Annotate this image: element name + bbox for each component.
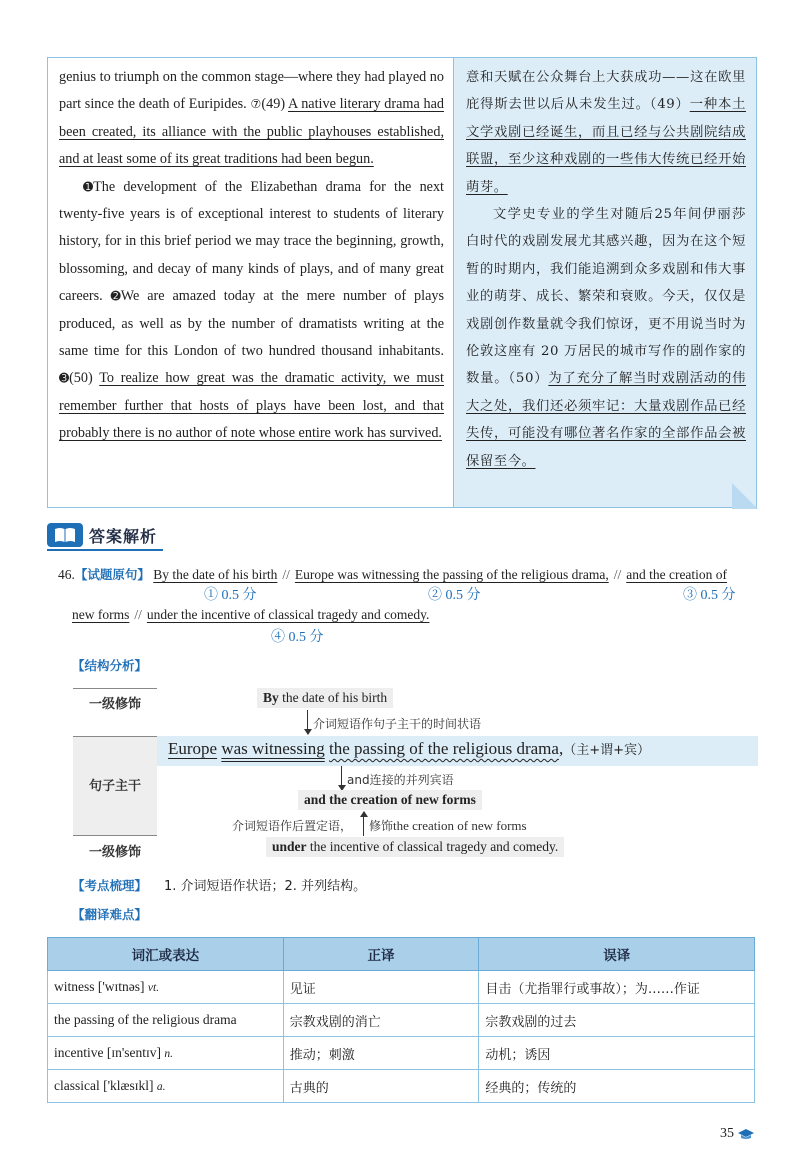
translation-50: 为了充分了解当时戏剧活动的伟大之处，我们还必须牢记：大量戏剧作品已经失传，可能没有哪位著名作家的全部作品会被保留至今。 <box>466 371 747 469</box>
table-row <box>48 971 755 1004</box>
correct-cell: 推动；刺激 <box>283 1037 479 1070</box>
segment-4: under the incentive of classical tragedy and comedy. <box>146 607 430 622</box>
score-3: ③ 0.5 分 <box>683 588 736 603</box>
postmodifier-target-note: 修饰the creation of new forms <box>369 818 527 833</box>
english-passage <box>59 64 444 448</box>
wrong-cell: 动机；诱因 <box>479 1037 755 1070</box>
translation-49: 一种本土文学戏剧已经诞生，而且已经与公共剧院结成联盟，至少这种戏剧的一些伟大传统已经开始萌芽。 <box>466 97 746 195</box>
table-header-row <box>48 938 755 971</box>
correct-cell: 见证 <box>283 971 479 1004</box>
segment-2: Europe was witnessing the passing of the religious drama, <box>294 567 609 582</box>
original-sentence-tag: 【试题原句】 <box>74 567 150 582</box>
down-arrow-1 <box>307 710 308 734</box>
score-4: ④ 0.5 分 <box>271 630 324 645</box>
chinese-paragraph-1: 意和天赋在公众舞台上大获成功——这在欧里庇得斯去世以后从未发生过。（49）一种本土文学戏剧已经诞生，而且已经与公共剧院结成联盟，至少这种戏剧的一些伟大传统已经开始萌芽。 <box>466 70 746 195</box>
sentence-50: To realize how great was the dramatic activity, we must remember further that hosts of plays have been lost, and that probably there is no author of note whose entire work has survived. <box>59 370 444 442</box>
translation-difficulty-tag: 【翻译难点】 <box>72 907 148 922</box>
postmodifier-box: under the incentive of classical tragedy and comedy. <box>266 837 564 857</box>
english-paragraph-2: ➊The development of the Elizabethan drama for the next twenty-five years is of exceptional interest to students of literary history, for in this brief period we may trace the beginning, growth, blossoming, and decay of many kinds of plays, and of many great careers. ➋We are amazed today at the mere number of plays produced, as well as by the number of dramatists writing at the same time for this London of two hundred thousand inhabitants. ➌(50) To realize how great was the dramatic activity, we must remember further that hosts of plays have been lost, and that probably there is no author of note whose entire work has survived. <box>59 178 444 442</box>
score-1: ① 0.5 分 <box>204 588 257 603</box>
term-cell: incentive [ɪn'sentɪv] n. <box>48 1037 284 1070</box>
term-cell: classical ['klæsɪkl] a. <box>48 1070 284 1103</box>
section-underline <box>47 549 163 551</box>
header-term: 词汇或表达 <box>48 938 284 971</box>
sentence-marker-2: ➋ <box>110 289 121 304</box>
down-arrow-2 <box>341 766 342 790</box>
page-curl-decoration <box>732 483 758 509</box>
key-points-tag: 【考点梳理】 <box>72 878 148 893</box>
sentence-marker-1: ➊ <box>83 179 94 194</box>
correct-cell: 宗教戏剧的消亡 <box>283 1004 479 1037</box>
table-row <box>48 1070 755 1103</box>
segment-3-continued: new forms <box>72 607 130 622</box>
time-adverbial-note: 介词短语作句子主干的时间状语 <box>313 717 482 731</box>
parallel-object-box: and the creation of new forms <box>298 790 482 810</box>
table-row <box>48 1004 755 1037</box>
chinese-translation <box>466 64 746 475</box>
level-1-modifier-label-2: 一级修饰 <box>73 835 157 860</box>
question-46-line-2: new forms // under the incentive of classical tragedy and comedy. <box>72 607 430 622</box>
parallel-object-note: and连接的并列宾语 <box>347 773 454 787</box>
structure-analysis-tag: 【结构分析】 <box>72 658 148 673</box>
section-title: 答案解析 <box>89 526 158 546</box>
chinese-paragraph-2: 文学史专业的学生对随后25年间伊丽莎白时代的戏剧发展尤其感兴趣，因为在这个短暂的时期内，我们能追溯到众多戏剧和伟大事业的萌芽、成长、繁荣和衰败。今天，仅仅是戏剧创作数量就令我们惊讶，更不用说当时为伦敦这座有 20 万居民的城市写作的剧作家的数量。（50）为了充分了解当时戏剧活动的伟大之处，我们还必须牢记：大量戏剧作品已经失传，可能没有哪位著名作家的全部作品会被保留至今。 <box>466 207 747 469</box>
wrong-cell: 经典的；传统的 <box>479 1070 755 1103</box>
question-number: 46. <box>58 567 75 582</box>
level-1-modifier-label: 一级修饰 <box>73 688 157 712</box>
svo-note: （主+谓+宾） <box>563 743 650 758</box>
passage-box <box>47 57 757 508</box>
column-divider <box>453 58 454 507</box>
segment-3: and the creation of <box>626 567 728 582</box>
answer-section-header <box>47 522 157 548</box>
graduation-cap-icon <box>737 1128 755 1140</box>
predicate: was witnessing <box>221 739 325 758</box>
segment-1: By the date of his birth <box>153 567 278 582</box>
time-adverbial-box: By the date of his birth <box>257 688 393 708</box>
postmodifier-note: 介词短语作后置定语， <box>232 819 353 833</box>
header-correct: 正译 <box>283 938 479 971</box>
vocab-table <box>47 937 755 1103</box>
term-cell: witness ['wɪtnəs] vt. <box>48 971 284 1004</box>
score-2: ② 0.5 分 <box>428 588 481 603</box>
sentence-marker-3: ➌ <box>59 371 70 386</box>
main-clause-label: 句子主干 <box>88 779 141 794</box>
correct-cell: 古典的 <box>283 1070 479 1103</box>
english-paragraph-1: genius to triumph on the common stage—where they had played no part since the death of Euripides. ⑦(49) A native literary drama had been created, its alliance with the public playhouses established, and at least some of its great traditions had been begun. <box>59 69 444 168</box>
question-46-line-1: 46.【试题原句】 By the date of his birth // Europe was witnessing the passing of the religious drama, // and the creation of <box>58 567 728 582</box>
subject: Europe <box>168 739 218 758</box>
header-wrong: 误译 <box>479 938 755 971</box>
page-number: 35 <box>720 1126 755 1142</box>
term-cell: the passing of the religious drama <box>48 1004 284 1037</box>
wrong-cell: 宗教戏剧的过去 <box>479 1004 755 1037</box>
sentence-marker-7: ⑦ <box>250 97 262 112</box>
main-clause-sentence: Europe was witnessing the passing of the religious drama,（主+谓+宾） <box>168 739 650 758</box>
table-row <box>48 1037 755 1070</box>
sentence-49: A native literary drama had been created, its alliance with the public playhouses established, and at least some of its great traditions had been begun. <box>59 96 444 168</box>
up-arrow <box>363 812 364 836</box>
key-points-text: 1. 介词短语作状语；2. 并列结构。 <box>164 879 367 894</box>
wrong-cell: 目击（尤指罪行或事故）；为……作证 <box>479 971 755 1004</box>
object: the passing of the religious drama <box>329 739 559 758</box>
book-icon <box>47 523 83 547</box>
